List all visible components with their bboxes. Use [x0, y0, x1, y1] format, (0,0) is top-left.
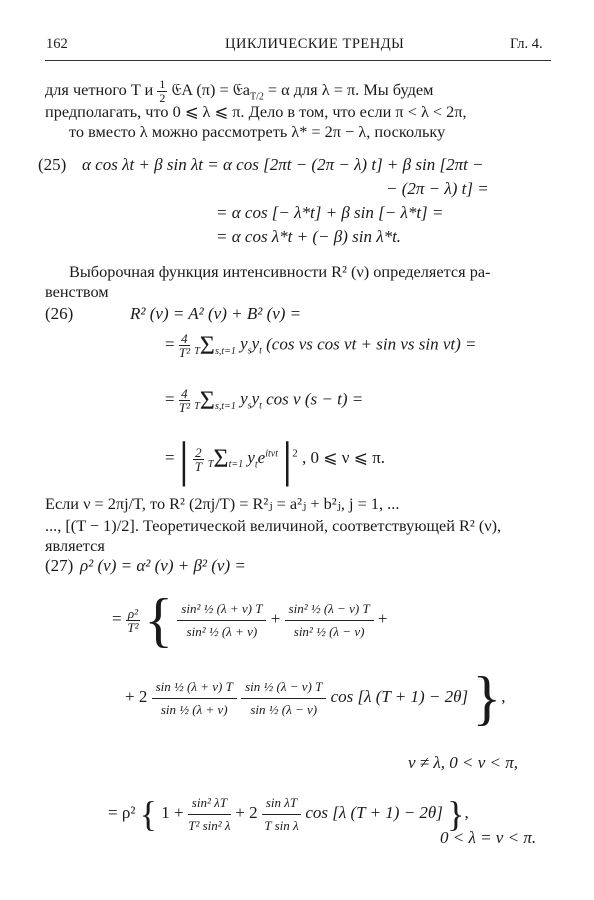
chapter-label: Гл. 4.	[510, 36, 543, 52]
paragraph-line: является	[45, 536, 105, 555]
fraction-sin2-minus: $\frac{\text{sin² ½ (λ − ν) T}}{\text{sin² ½ (λ − ν)}}$	[285, 601, 374, 640]
fraction-sin2-lambdaT: $\frac{\text{sin² λT}}{\text{T² sin² λ}}$	[188, 794, 231, 833]
fraction-4-over-T2: $\frac{4}{\text{T²}}$	[178, 386, 190, 415]
fraction-sin-minus: $\frac{\text{sin ½ (λ − ν) T}}{\text{sin ½ (λ − ν)}}$	[241, 679, 326, 718]
paragraph-line: ..., [(T − 1)/2]. Теоретической величиной, соответствующей R² (ν),	[45, 516, 502, 535]
equation-25-line-1: α cos λt + β sin λt = α cos [2πt − (2π − λ) t] + β sin [2πt −	[82, 155, 484, 174]
equation-25-line-3: = α cos [− λ*t] + β sin [− λ*t] =	[216, 203, 444, 222]
equation-27-condition-1: ν ≠ λ, 0 < ν < π,	[408, 753, 518, 772]
sum-symbol: TΣs,t=1	[194, 330, 236, 360]
header-rule	[45, 60, 551, 61]
equation-label-27: (27)	[45, 556, 74, 575]
sum-symbol: TΣs,t=1	[194, 385, 236, 415]
equation-25-line-4: = α cos λ*t + (− β) sin λ*t.	[216, 227, 402, 246]
paragraph-line: венством	[45, 282, 109, 301]
fraction-one-half: $\frac{1}{2}$	[159, 77, 166, 105]
paragraph-line: то вместо λ можно рассмотреть λ* = 2π − λ, поскольку	[69, 122, 446, 141]
equation-25-line-2: − (2π − λ) t] =	[386, 179, 489, 198]
equation-label-26: (26)	[45, 304, 74, 323]
equation-27-line-3: + 2 $\frac{\text{sin ½ (λ + ν) T}}{\text{sin ½ (λ + ν)}}$ $\frac{\text{sin ½ (λ − ν) T}}{\text{sin ½ (λ − ν)}}$ cos [λ (T + 1) − 2θ] },	[125, 665, 506, 731]
fraction-sin-lambdaT: $\frac{\text{sin λT}}{\text{T sin λ}}$	[262, 795, 301, 834]
running-title: ЦИКЛИЧЕСКИЕ ТРЕНДЫ	[225, 36, 405, 52]
equation-26-line-2: = $\frac{4}{\text{T²}}$ TΣs,t=1 $y_sy_t$ (cos νs cos νt + sin νs sin νt) =	[165, 330, 477, 360]
equation-26-line-4: = | $\frac{2}{T}$ TΣt=1 $y_te^{it\nu t}$ $|^2$ , 0 ⩽ ν ⩽ π.	[165, 431, 386, 487]
fraction-sin-plus: $\frac{\text{sin ½ (λ + ν) T}}{\text{sin ½ (λ + ν)}}$	[152, 679, 237, 718]
equation-27-line-2: = $\frac{\text{ρ²}}{\text{T²}}$ { $\frac{\text{sin² ½ (λ + ν) T}}{\text{sin² ½ (λ + ν)}}$ + $\frac{\text{sin² ½ (λ − ν) T}}{\text{sin² ½ (λ − ν)}}$ +	[112, 587, 388, 653]
equation-label-25: (25)	[38, 155, 67, 174]
paragraph-line: для четного T и $\frac{1}{2}$ 𝔈A (π) = 𝔈a$_{T/2}$ = α для λ = π. Мы будем	[45, 77, 434, 105]
fraction-rho2-over-T2: $\frac{\text{ρ²}}{\text{T²}}$	[127, 605, 139, 635]
fraction-4-over-T2: $\frac{4}{\text{T²}}$	[178, 331, 190, 360]
fraction-sin2-plus: $\frac{\text{sin² ½ (λ + ν) T}}{\text{sin² ½ (λ + ν)}}$	[177, 601, 266, 640]
equation-27-line-4: = ρ² { 1 + $\frac{\text{sin² λT}}{\text{T² sin² λ}}$ + 2 $\frac{\text{sin λT}}{\text{T sin λ}}$ cos [λ (T + 1) − 2θ] },	[108, 794, 469, 834]
page-number: 162	[46, 36, 68, 52]
paragraph-line: Выборочная функция интенсивности R² (ν) определяется ра-	[69, 262, 491, 281]
equation-27-line-1: ρ² (ν) = α² (ν) + β² (ν) =	[80, 556, 246, 575]
sum-symbol: TΣt=1	[207, 444, 244, 473]
equation-26-line-3: = $\frac{4}{\text{T²}}$ TΣs,t=1 $y_sy_t$ cos ν (s − t) =	[165, 385, 364, 415]
equation-27-condition-2: 0 < λ = ν < π.	[440, 828, 537, 847]
paragraph-line: Если ν = 2πj/T, то R² (2πj/T) = R²ⱼ = a²ⱼ + b²ⱼ, j = 1, ...	[45, 494, 400, 513]
equation-26-line-1: R² (ν) = A² (ν) + B² (ν) =	[130, 304, 302, 323]
paragraph-line: предполагать, что 0 ⩽ λ ⩽ π. Дело в том, что если π < λ < 2π,	[45, 102, 467, 121]
fraction-2-over-T: $\frac{2}{T}$	[194, 444, 202, 474]
